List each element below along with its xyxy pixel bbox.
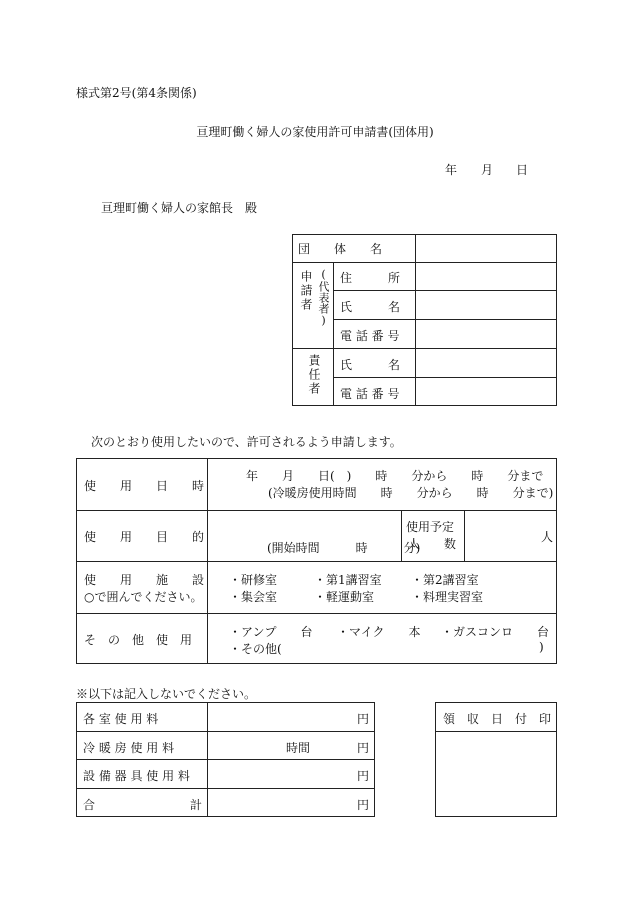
- facility-option[interactable]: ・研修室: [229, 573, 278, 587]
- responsible-label: 責任者: [307, 354, 321, 396]
- phone-field[interactable]: [416, 320, 556, 347]
- phone-label: 電 話 番 号: [340, 329, 400, 343]
- facility-option[interactable]: ・第1講習室: [314, 573, 382, 587]
- datetime-line2[interactable]: (冷暖房使用時間 時 分から 時 分まで): [268, 486, 554, 500]
- receipt-label: 領 収 日 付 印: [443, 712, 552, 726]
- facility-option[interactable]: ・料理実習室: [411, 590, 484, 604]
- other-misc[interactable]: ・その他(: [229, 642, 282, 656]
- start-time[interactable]: (開始時間 時 分): [267, 541, 421, 555]
- date-year: 年: [445, 163, 458, 177]
- office-note: ※以下は記入しないでください。: [76, 687, 257, 701]
- applicant-label: 申請者: [299, 270, 313, 312]
- address-field[interactable]: [416, 263, 556, 289]
- addressee: 亘理町働く婦人の家館長 殿: [101, 201, 258, 215]
- document-title: 亘理町働く婦人の家使用許可申請書(団体用): [196, 125, 434, 139]
- total-label-end: 計: [190, 798, 203, 812]
- name-label: 氏 名: [340, 300, 401, 314]
- facility-option[interactable]: ・第2講習室: [411, 573, 479, 587]
- name-field[interactable]: [416, 291, 556, 318]
- other-misc-close: ): [539, 640, 544, 654]
- attendees-label-2: 人 数: [408, 537, 457, 551]
- other-amp[interactable]: ・アンプ 台: [229, 625, 313, 639]
- other-label: そ の 他 使 用: [84, 633, 193, 647]
- equip-fee-label: 設 備 器 具 使 用 料: [83, 769, 190, 783]
- address-label: 住 所: [340, 271, 401, 285]
- resp-phone-label: 電 話 番 号: [340, 387, 400, 401]
- ac-fee-yen: 円: [357, 741, 370, 755]
- date-month: 月: [481, 163, 494, 177]
- total-label-start: 合: [83, 798, 96, 812]
- form-number: 様式第2号(第4条関係): [76, 86, 197, 100]
- facility-label: 使 用 施 設: [84, 573, 205, 587]
- other-mic[interactable]: ・マイク 本: [337, 625, 421, 639]
- datetime-label: 使 用 日 時: [84, 479, 205, 493]
- resp-phone-field[interactable]: [416, 378, 556, 405]
- equip-fee-yen: 円: [357, 769, 370, 783]
- facility-option[interactable]: ・軽運動室: [314, 590, 375, 604]
- ac-fee-label: 冷 暖 房 使 用 料: [83, 741, 175, 755]
- date-day: 日: [516, 163, 529, 177]
- resp-name-label: 氏 名: [340, 358, 401, 372]
- room-fee-label: 各 室 使 用 料: [83, 712, 159, 726]
- ac-fee-hours: 時間: [286, 741, 311, 755]
- other-gas-stove[interactable]: ・ガスコンロ 台: [441, 625, 550, 639]
- total-yen: 円: [357, 798, 370, 812]
- facility-instruction: ○で囲んでください。: [84, 590, 203, 604]
- group-name-field[interactable]: [416, 235, 556, 261]
- attendees-label-1: 使用予定: [406, 520, 455, 534]
- purpose-label: 使 用 目 的: [84, 530, 205, 544]
- room-fee-yen: 円: [357, 712, 370, 726]
- datetime-line1[interactable]: 年 月 日( ) 時 分から 時 分まで: [246, 469, 544, 483]
- group-name-label: 団 体 名: [298, 242, 383, 256]
- purpose-field[interactable]: [208, 511, 400, 537]
- facility-option[interactable]: ・集会室: [229, 590, 278, 604]
- representative-label: (代表者): [317, 268, 330, 327]
- resp-name-field[interactable]: [416, 349, 556, 376]
- intro-text: 次のとおり使用したいので、許可されるよう申請します。: [91, 435, 402, 449]
- attendees-unit: 人: [541, 530, 554, 544]
